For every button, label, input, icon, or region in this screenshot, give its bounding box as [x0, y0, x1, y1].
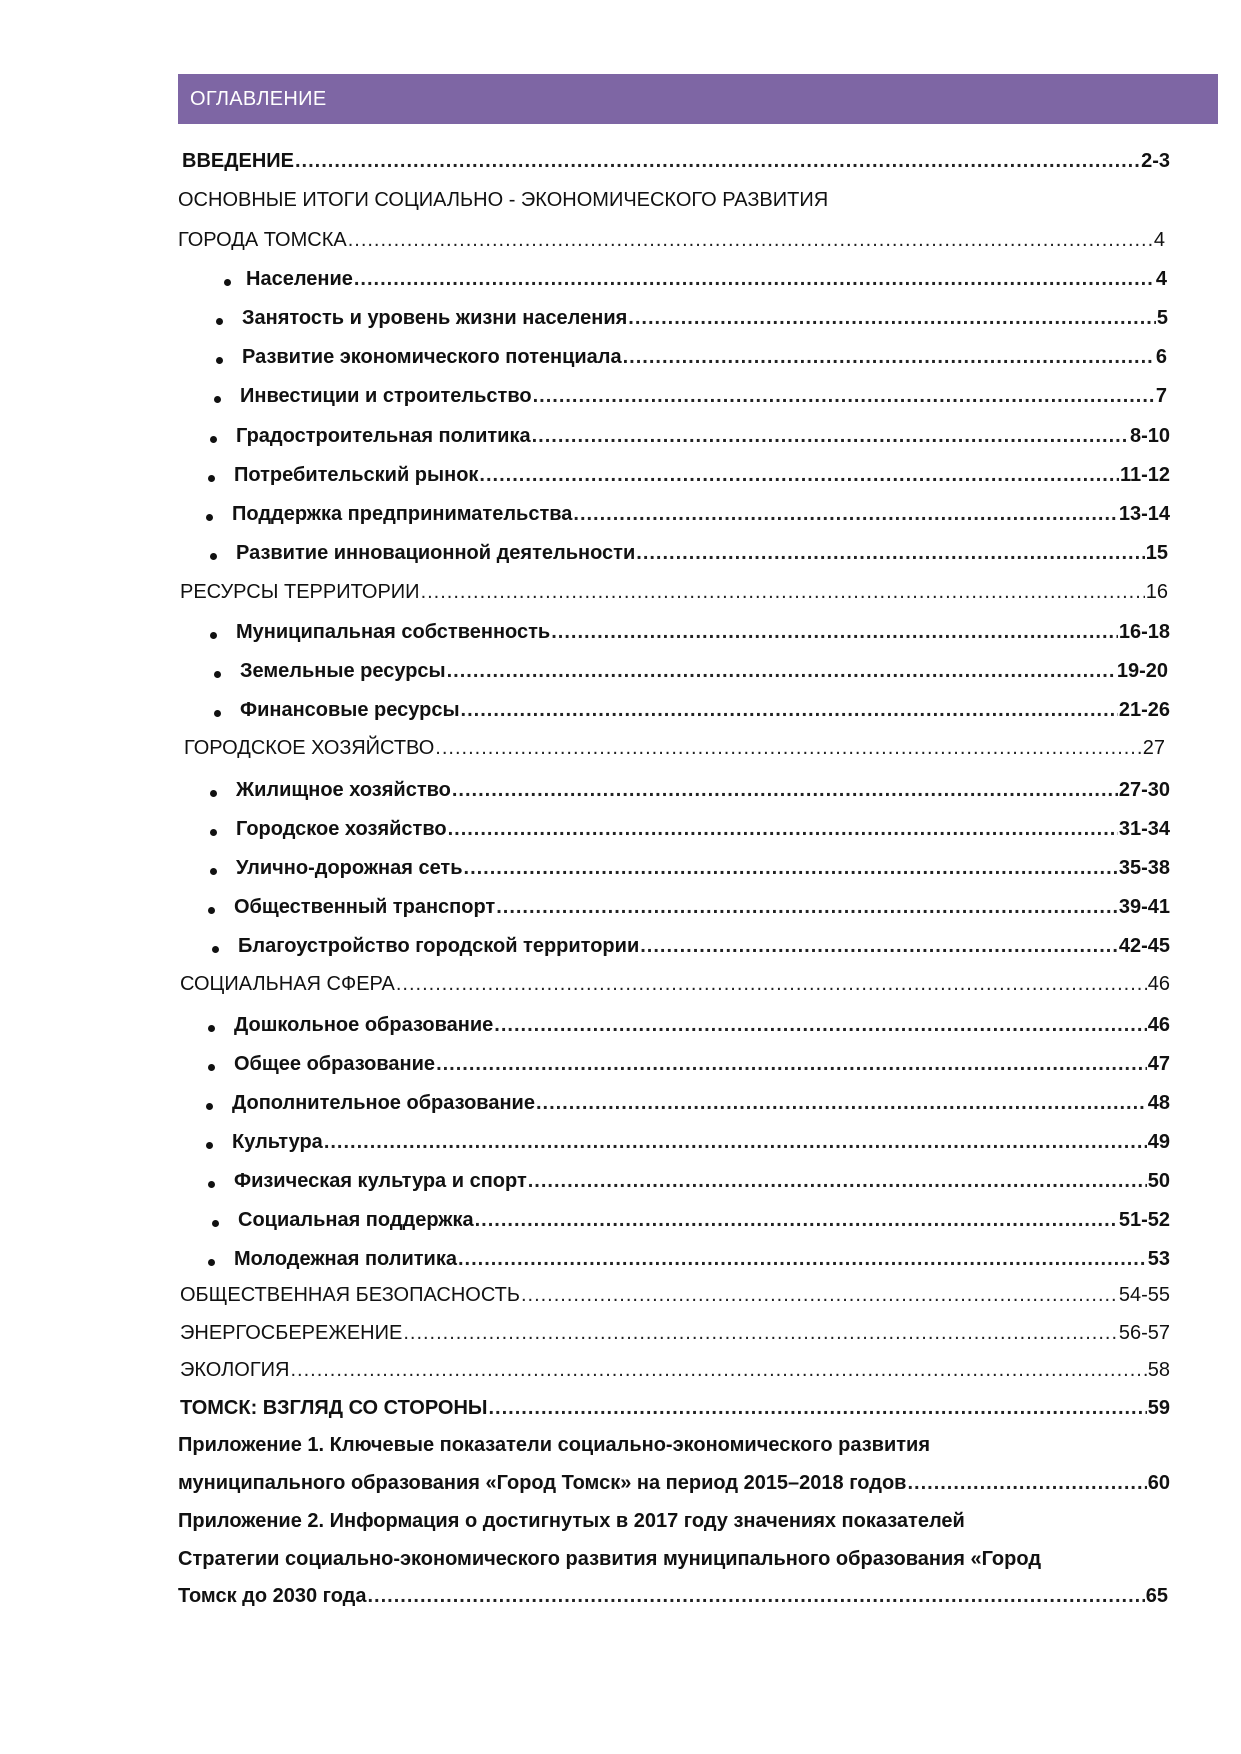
toc-entry-label: Потребительский рынок	[234, 464, 479, 486]
toc-entry-label: Поддержка предпринимательства	[232, 503, 573, 525]
toc-entry-page: 48	[1147, 1092, 1170, 1114]
bullet-icon	[214, 396, 221, 403]
toc-entry-page: 39-41	[1118, 896, 1170, 918]
leader-dots	[628, 307, 1156, 330]
toc-entry-label: СОЦИАЛЬНАЯ СФЕРА	[180, 973, 395, 995]
toc-entry-label: Финансовые ресурсы	[240, 699, 460, 721]
leader-dots	[461, 699, 1118, 722]
toc-entry-label: Общее образование	[234, 1053, 436, 1075]
leader-dots	[290, 1359, 1146, 1382]
toc-entry-entrepreneurship[interactable]	[232, 503, 1170, 533]
toc-entry-page: 6	[1155, 346, 1167, 368]
bullet-icon	[210, 790, 217, 797]
leader-dots	[573, 503, 1117, 526]
bullet-icon	[208, 475, 215, 482]
leader-dots	[396, 973, 1147, 996]
toc-entry-population[interactable]	[246, 268, 1167, 298]
toc-entry-label: ОБЩЕСТВЕННАЯ БЕЗОПАСНОСТЬ	[180, 1284, 520, 1306]
toc-entry-label: муниципального образования «Город Томск» на период 2015–2018 годов	[178, 1472, 907, 1494]
toc-entry-page: 16-18	[1118, 621, 1170, 643]
toc-entry-general-education[interactable]	[234, 1053, 1170, 1083]
toc-entry-city-services[interactable]	[236, 818, 1170, 848]
toc-entry-housing[interactable]	[236, 779, 1170, 809]
toc-entry-appendix1[interactable]	[178, 1472, 1170, 1502]
leader-dots	[403, 1322, 1118, 1345]
bullet-icon	[206, 1103, 213, 1110]
toc-appendix2-title-cont	[178, 1548, 1041, 1578]
toc-entry-page: 8-10	[1129, 425, 1170, 447]
toc-entry-page: 35-38	[1118, 857, 1170, 879]
toc-entry-investments[interactable]	[240, 385, 1167, 415]
leader-dots	[623, 346, 1155, 369]
leader-dots	[421, 581, 1145, 604]
toc-entry-label: Развитие инновационной деятельности	[236, 542, 636, 564]
toc-entry-page: 4	[1153, 229, 1165, 251]
bullet-icon	[210, 829, 217, 836]
toc-entry-label: Занятость и уровень жизни населения	[242, 307, 628, 329]
toc-entry-label: ГОРОДА ТОМСКА	[178, 229, 347, 251]
toc-entry-intro[interactable]	[182, 150, 1170, 180]
bullet-icon	[210, 868, 217, 875]
toc-entry-page: 50	[1147, 1170, 1170, 1192]
leader-dots	[494, 1014, 1146, 1037]
leader-dots	[464, 857, 1118, 880]
toc-entry-preschool[interactable]	[234, 1014, 1170, 1044]
leader-dots	[448, 818, 1118, 841]
toc-entry-page: 21-26	[1118, 699, 1170, 721]
leader-dots	[354, 268, 1155, 291]
leader-dots	[447, 660, 1116, 683]
toc-entry-innovation[interactable]	[236, 542, 1168, 572]
toc-entry-label: Земельные ресурсы	[240, 660, 446, 682]
appendix2-line1: Приложение 2. Информация о достигнутых в 2017 году значениях показателей	[178, 1510, 965, 1532]
toc-entry-ecology[interactable]	[180, 1359, 1170, 1389]
leader-dots	[636, 542, 1144, 565]
bullet-icon	[214, 671, 221, 678]
toc-entry-label: ТОМСК: ВЗГЛЯД СО СТОРОНЫ	[180, 1397, 488, 1419]
bullet-icon	[206, 514, 213, 521]
leader-dots	[536, 1092, 1147, 1115]
toc-entry-label: ЭНЕРГОСБЕРЕЖЕНИЕ	[180, 1322, 403, 1344]
toc-entry-label: Инвестиции и строительство	[240, 385, 532, 407]
bullet-icon	[224, 279, 231, 286]
bullet-icon	[216, 318, 223, 325]
leader-dots	[528, 1170, 1147, 1193]
toc-entry-page: 19-20	[1116, 660, 1168, 682]
toc-entry-page: 4	[1155, 268, 1167, 290]
bullet-icon	[214, 710, 221, 717]
toc-entry-label: Молодежная политика	[234, 1248, 457, 1270]
toc-entry-page: 59	[1147, 1397, 1170, 1419]
toc-section-title-line1: ОСНОВНЫЕ ИТОГИ СОЦИАЛЬНО - ЭКОНОМИЧЕСКОГО РАЗВИТИЯ	[178, 189, 829, 211]
toc-entry-page: 13-14	[1118, 503, 1170, 525]
toc-entry-sport[interactable]	[234, 1170, 1170, 1200]
toc-header-title: ОГЛАВЛЕНИЕ	[190, 88, 327, 110]
toc-entry-public-transport[interactable]	[234, 896, 1170, 926]
leader-dots	[489, 1397, 1147, 1420]
leader-dots	[907, 1472, 1146, 1495]
toc-entry-label: Общественный транспорт	[234, 896, 496, 918]
toc-entry-label: ГОРОДСКОЕ ХОЗЯЙСТВО	[184, 737, 435, 759]
toc-entry-youth-policy[interactable]	[234, 1248, 1170, 1278]
bullet-icon	[208, 1064, 215, 1071]
appendix1-line1: Приложение 1. Ключевые показатели социально-экономического развития	[178, 1434, 930, 1456]
toc-entry-page: 58	[1147, 1359, 1170, 1381]
toc-entry-label: Улично-дорожная сеть	[236, 857, 463, 879]
toc-entry-label: Градостроительная политика	[236, 425, 531, 447]
toc-entry-page: 11-12	[1119, 464, 1170, 486]
bullet-icon	[208, 1025, 215, 1032]
leader-dots	[452, 779, 1118, 802]
leader-dots	[532, 425, 1129, 448]
toc-entry-page: 31-34	[1118, 818, 1170, 840]
toc-entry-page: 49	[1147, 1131, 1170, 1153]
toc-entry-social[interactable]	[180, 973, 1170, 1003]
leader-dots	[324, 1131, 1147, 1154]
toc-entry-page: 5	[1156, 307, 1168, 329]
toc-entry-appendix2[interactable]	[178, 1585, 1168, 1615]
toc-entry-page: 51-52	[1118, 1209, 1170, 1231]
toc-entry-label: РЕСУРСЫ ТЕРРИТОРИИ	[180, 581, 420, 603]
toc-entry-label: Городское хозяйство	[236, 818, 447, 840]
toc-entry-page: 42-45	[1118, 935, 1170, 957]
bullet-icon	[210, 632, 217, 639]
toc-entry-consumer-market[interactable]	[234, 464, 1170, 494]
toc-entry-page: 60	[1147, 1472, 1170, 1494]
leader-dots	[479, 464, 1119, 487]
toc-appendix2-title	[178, 1510, 965, 1540]
toc-entry-page: 7	[1155, 385, 1167, 407]
toc-section-results-title	[178, 189, 828, 219]
toc-appendix1-title	[178, 1434, 930, 1464]
bullet-icon	[208, 1181, 215, 1188]
leader-dots	[551, 621, 1118, 644]
toc-entry-page: 2-3	[1141, 150, 1170, 172]
toc-entry-label: Население	[246, 268, 353, 290]
toc-entry-label: Дошкольное образование	[234, 1014, 494, 1036]
toc-entry-financial-resources[interactable]	[240, 699, 1170, 729]
toc-entry-page: 56-57	[1118, 1322, 1170, 1344]
toc-entry-page: 27	[1142, 737, 1165, 759]
toc-entry-road-network[interactable]	[236, 857, 1170, 887]
toc-entry-page: 15	[1145, 542, 1168, 564]
toc-entry-economic-potential[interactable]	[242, 346, 1167, 376]
toc-entry-page: 47	[1147, 1053, 1170, 1075]
toc-header	[178, 74, 1218, 124]
toc-entry-results[interactable]	[178, 229, 1165, 259]
bullet-icon	[210, 436, 217, 443]
toc-entry-label: ЭКОЛОГИЯ	[180, 1359, 290, 1381]
leader-dots	[496, 896, 1118, 919]
leader-dots	[640, 935, 1118, 958]
toc-entry-label: Физическая культура и спорт	[234, 1170, 527, 1192]
toc-entry-label: ВВЕДЕНИЕ	[182, 150, 294, 172]
bullet-icon	[216, 357, 223, 364]
toc-entry-public-safety[interactable]	[180, 1284, 1170, 1314]
bullet-icon	[212, 946, 219, 953]
bullet-icon	[206, 1142, 213, 1149]
toc-entry-label: Развитие экономического потенциала	[242, 346, 622, 368]
toc-entry-outside-view[interactable]	[180, 1397, 1170, 1427]
toc-entry-social-support[interactable]	[238, 1209, 1170, 1239]
toc-entry-page: 54-55	[1118, 1284, 1170, 1306]
toc-entry-page: 27-30	[1118, 779, 1170, 801]
toc-entry-page: 46	[1147, 1014, 1170, 1036]
toc-entry-label: Дополнительное образование	[232, 1092, 535, 1114]
toc-entry-urban-planning[interactable]	[236, 425, 1170, 455]
toc-entry-city-economy[interactable]	[184, 737, 1165, 767]
toc-entry-energy-saving[interactable]	[180, 1322, 1170, 1352]
toc-entry-label: Благоустройство городской территории	[238, 935, 640, 957]
toc-entry-additional-education[interactable]	[232, 1092, 1170, 1122]
toc-entry-landscaping[interactable]	[238, 935, 1170, 965]
toc-entry-label: Жилищное хозяйство	[236, 779, 451, 801]
bullet-icon	[212, 1220, 219, 1227]
leader-dots	[475, 1209, 1118, 1232]
leader-dots	[435, 737, 1141, 760]
toc-entry-land-resources[interactable]	[240, 660, 1168, 690]
leader-dots	[436, 1053, 1147, 1076]
leader-dots	[458, 1248, 1147, 1271]
bullet-icon	[208, 907, 215, 914]
leader-dots	[521, 1284, 1118, 1307]
toc-entry-page: 46	[1147, 973, 1170, 995]
toc-entry-page: 16	[1145, 581, 1168, 603]
toc-entry-label: Социальная поддержка	[238, 1209, 474, 1231]
toc-entry-resources[interactable]	[180, 581, 1168, 611]
leader-dots	[368, 1585, 1145, 1608]
bullet-icon	[208, 1259, 215, 1266]
toc-entry-employment[interactable]	[242, 307, 1168, 337]
leader-dots	[348, 229, 1153, 252]
toc-entry-label: Томск до 2030 года	[178, 1585, 367, 1607]
bullet-icon	[210, 553, 217, 560]
leader-dots	[533, 385, 1155, 408]
toc-entry-culture[interactable]	[232, 1131, 1170, 1161]
leader-dots	[295, 150, 1140, 173]
toc-entry-label: Муниципальная собственность	[236, 621, 551, 643]
toc-entry-municipal-property[interactable]	[236, 621, 1170, 651]
toc-entry-page: 53	[1147, 1248, 1170, 1270]
appendix2-line2: Стратегии социально-экономического развития муниципального образования «Город	[178, 1548, 1042, 1570]
toc-entry-page: 65	[1145, 1585, 1168, 1607]
toc-entry-label: Культура	[232, 1131, 323, 1153]
